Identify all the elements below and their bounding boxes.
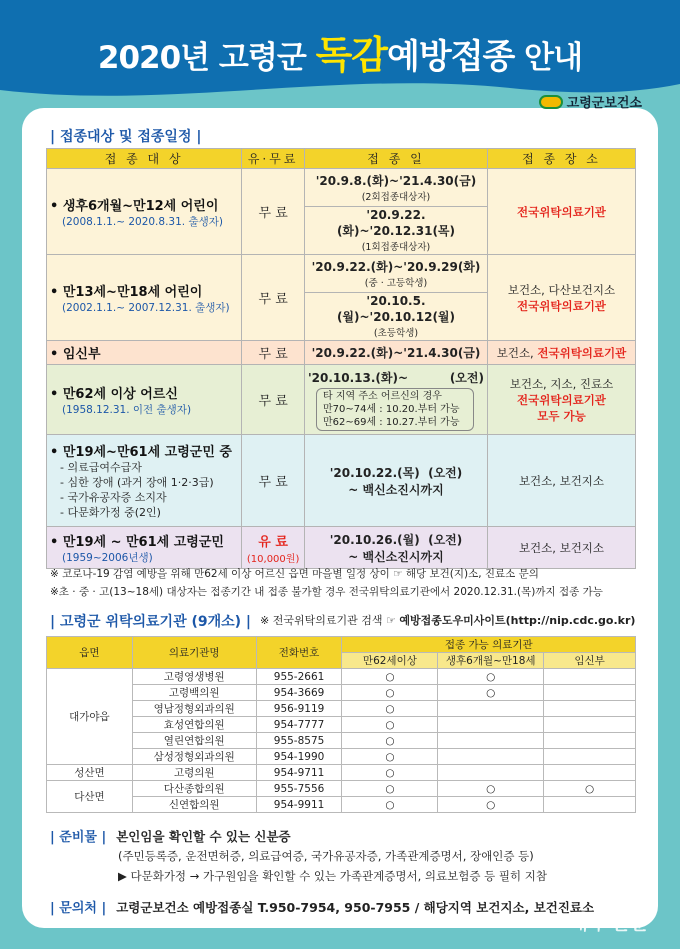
table-row: 열린연합의원 955-8575 ○ [47, 733, 636, 749]
target-cell: • 임신부 [47, 341, 242, 365]
fee-cell: 무 료 [242, 365, 305, 435]
search-site-link[interactable]: 예방접종도우미사이트(http://nip.cdc.go.kr) [399, 614, 636, 627]
place-cell: 보건소, 보건지소 [487, 527, 635, 569]
place-cell: 전국위탁의료기관 [487, 169, 635, 255]
prep-section: | 준비물 | 본인임을 확인할 수 있는 신분증 [50, 829, 291, 845]
place-cell: 보건소, 전국위탁의료기관 [487, 341, 635, 365]
goryeong-logo-icon [539, 95, 563, 109]
table-row: 성산면 고령의원 954-9711 ○ [47, 765, 636, 781]
date-cell: '20.10.22.(목) (오전) ~ 백신소진시까지 [304, 435, 487, 527]
institutions-table [46, 636, 636, 813]
header-place: 접 종 장 소 [487, 149, 635, 169]
header-date: 접 종 일 [304, 149, 487, 169]
watermark: 대구신문 [568, 910, 650, 934]
fee-cell: 유 료 (10,000원) [242, 527, 305, 569]
contact-section: | 문의처 | 고령군보건소 예방접종실 T.950-7954, 950-7955 / 해당지역 보건지소, 보건진료소 [50, 900, 595, 916]
row-children [47, 169, 636, 207]
header-children: 생후6개월~만18세 [438, 653, 544, 669]
fee-cell: 무 료 [242, 435, 305, 527]
note-item: ※초 · 중 · 고(13~18세) 대상자는 접종기간 내 접종 불가할 경우 전국위탁의료기관에서 2020.12.31.(목)까지 접종 가능 [50, 586, 603, 598]
target-cell: • 만19세 ~ 만61세 고령군민 (1959~2006년생) [47, 527, 242, 569]
prep-id-list: (주민등록증, 운전면허증, 의료급여증, 국가유공자증, 가족관계증명서, 장애인증 등) [118, 849, 534, 863]
date-cell: '20.10.5.(월)~'20.10.12(월) (초등학생) [304, 293, 487, 341]
institution-search-note: ※ 전국위탁의료기관 검색 ☞ 예방접종도우미사이트(http://nip.cdc.go.kr) [260, 614, 636, 627]
table-row: 대가야읍 고령영생병원 955-2661 ○ ○ [47, 669, 636, 685]
place-cell: 보건소, 지소, 진료소 전국위탁의료기관 모두 가능 [487, 365, 635, 435]
target-cell: • 만62세 이상 어르신 (1958.12.31. 이전 출생자) [47, 365, 242, 435]
fee-cell: 무 료 [242, 169, 305, 255]
fee-cell: 무 료 [242, 341, 305, 365]
table-row: 신연합의원 954-9911 ○ ○ [47, 797, 636, 813]
target-cell: • 만13세~만18세 어린이 (2002.1.1.~ 2007.12.31. 출생자) [47, 255, 242, 341]
schedule-heading: | 접종대상 및 접종일정 | [50, 129, 202, 145]
table-row: 영남정형외과의원 956-9119 ○ [47, 701, 636, 717]
fee-cell: 무 료 [242, 255, 305, 341]
header-seniors: 만62세이상 [342, 653, 438, 669]
target-cell: • 생후6개월~만12세 어린이 (2008.1.1.~ 2020.8.31. 출생자) [47, 169, 242, 255]
institutions-header-row [47, 637, 636, 653]
row-paid [47, 527, 636, 569]
date-cell: '20.10.13.(화)~ (오전) 타 지역 주소 어르신의 경우 만70~74세 : 10.20.부터 가능 만62~69세 : 10.27.부터 가능 [304, 365, 487, 435]
date-cell: '20.9.8.(화)~'21.4.30(금) (2회접종대상자) [304, 169, 487, 207]
row-teens [47, 255, 636, 293]
schedule-header-row [47, 149, 636, 169]
senior-detail-box: 타 지역 주소 어르신의 경우 만70~74세 : 10.20.부터 가능 만62~69세 : 10.27.부터 가능 [316, 388, 474, 431]
date-cell: '20.9.22.(화)~'20.12.31(목) (1회접종대상자) [304, 207, 487, 255]
table-row: 효성연합의원 954-7777 ○ [47, 717, 636, 733]
header-name: 의료기관명 [132, 637, 256, 669]
header-target: 접 종 대 상 [47, 149, 242, 169]
notes [50, 565, 640, 601]
table-row: 삼성정형외과의원 954-1990 ○ [47, 749, 636, 765]
header-region: 읍면 [47, 637, 133, 669]
date-cell: '20.10.26.(월) (오전) ~ 백신소진시까지 [304, 527, 487, 569]
target-cell: • 만19세~만61세 고령군민 중 - 의료급여수급자 - 심한 장애 (과거 장애 1·2·3급) - 국가유공자증 소지자 - 다문화가정 중(2인) [47, 435, 242, 527]
header-pregnant: 임신부 [544, 653, 636, 669]
date-cell: '20.9.22.(화)~'21.4.30(금) [304, 341, 487, 365]
schedule-table [46, 148, 636, 569]
institutions-heading: | 고령군 위탁의료기관 (9개소) | [50, 614, 252, 630]
prep-multicultural-note: ▶ 다문화가정 → 가구원임을 확인할 수 있는 가족관계증명서, 의료보험증 등 필히 지참 [118, 869, 547, 883]
brand-logo: 고령군보건소 [539, 92, 642, 111]
place-cell: 보건소, 다산보건지소 전국위탁의료기관 [487, 255, 635, 341]
header-phone: 전화번호 [256, 637, 342, 669]
page-title: 2020년 고령군 독감예방접종 안내 [97, 33, 583, 77]
note-item: ※ 코로나-19 감염 예방을 위해 만62세 이상 어르신 읍면 마을별 일정 상이 ☞ 해당 보건(지)소, 진료소 문의 [50, 568, 539, 580]
header-fee: 유·무료 [242, 149, 305, 169]
date-cell: '20.9.22.(화)~'20.9.29(화) (중 · 고등학생) [304, 255, 487, 293]
table-row: 고령백의원 954-3669 ○ ○ [47, 685, 636, 701]
table-row: 다산면 다산종합의원 955-7556 ○ ○ ○ [47, 781, 636, 797]
row-pregnant [47, 341, 636, 365]
row-vulnerable [47, 435, 636, 527]
row-seniors [47, 365, 636, 435]
place-cell: 보건소, 보건지소 [487, 435, 635, 527]
header-availability: 접종 가능 의료기관 [342, 637, 636, 653]
